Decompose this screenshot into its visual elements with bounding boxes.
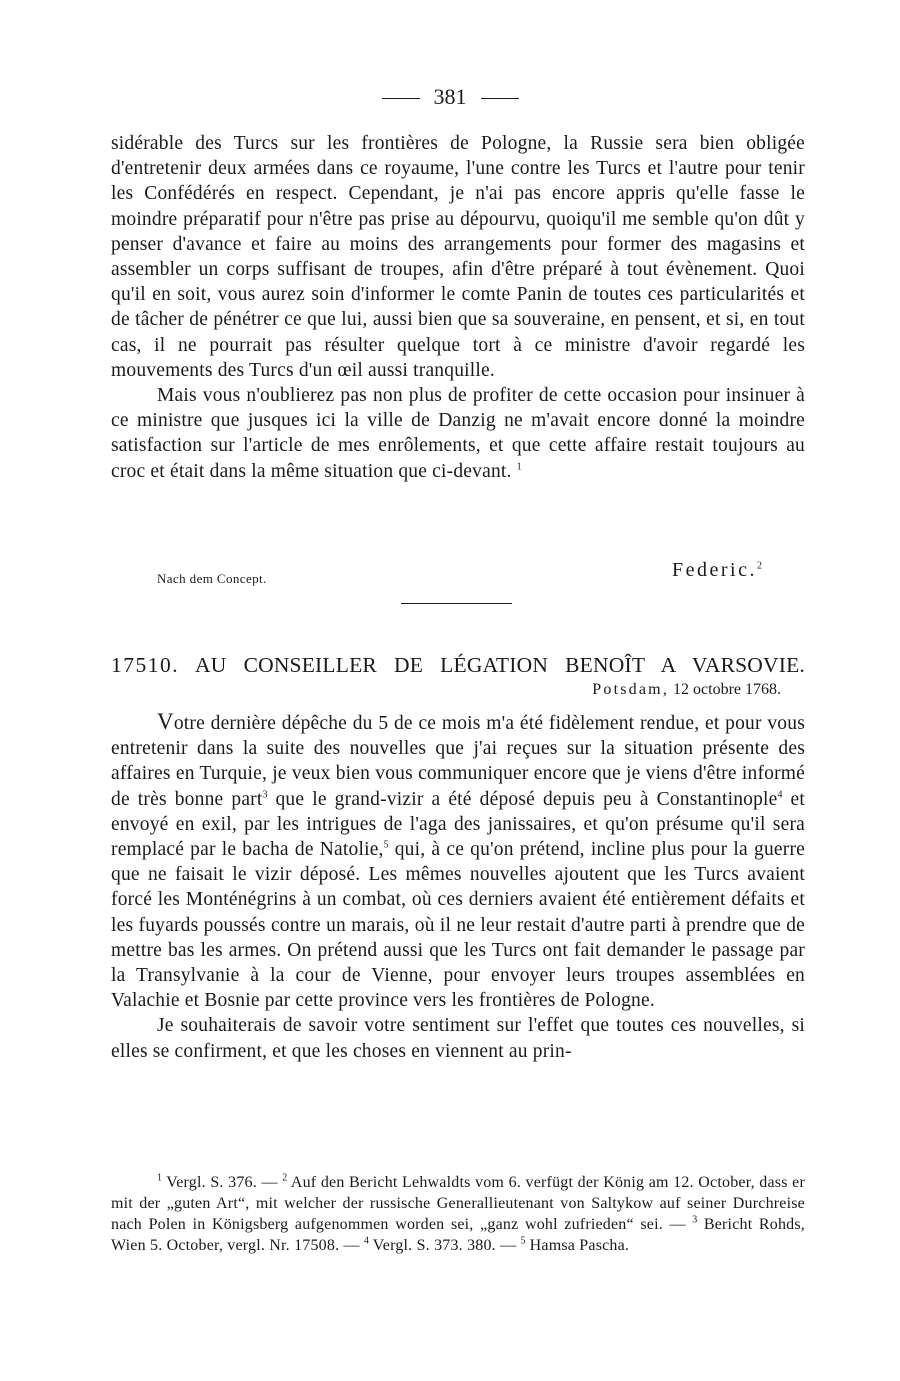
footnote-ref: 4 — [777, 789, 783, 801]
letter-place: Potsdam, — [592, 681, 670, 698]
footnote-mark: 4 — [363, 1235, 369, 1247]
header-rule-left — [382, 98, 420, 99]
footnote-text: Auf den Bericht Lehwaldts vom 6. verfügt der König am 12. October, dass er mit der „guten Art“, mit welcher der russische Generallieutenant von Saltykow auf seiner Durchreise nach Polen in Königsberg aufgenommen worden sei, „ganz wohl zufrieden“ sei. — — [111, 1174, 806, 1233]
paragraph: sidérable des Turcs sur les frontières de Pologne, la Russie sera bien obligée d'entretenir deux armées dans ce royaume, l'une contre les Turcs et l'autre pour tenir les Confédérés en respect. Cependant, je n'ai pas encore appris qu'elle fasse le moindre préparatif pour n'être pas prise au dépourvu, quoiqu'il me semble qu'on dût y penser d'avance et faire au moins des arrangements pour former des magasins et assembler un corps suffisant de troupes, afin d'être préparé à tout évènement. Quoi qu'il en soit, vous aurez soin d'informer le comte Panin de toutes ces particularités et de tâcher de pénétrer ce que lui, aussi bien que sa souveraine, en pensent, et si, en tout cas, il ne pourrait pas résulter quelque tort à ce ministre d'avoir regardé les mouvements des Turcs d'un œil aussi tranquille. — [111, 133, 805, 381]
signature — [672, 559, 762, 582]
page-number: 381 — [433, 84, 467, 109]
footnote-mark: 3 — [692, 1214, 698, 1226]
footnote-list — [111, 1172, 805, 1256]
letter-heading — [111, 651, 805, 679]
footnote-ref: 2 — [756, 560, 762, 572]
paragraph-text: Mais vous n'oublierez pas non plus de profiter de cette occasion pour insinuer à ce ministre que jusques ici la ville de Danzig ne m'avait encore donné la moindre satisfaction sur l'article de mes enrôlements, et que cette affaire restait toujours au croc et était dans la même situation que ci-devant. — [111, 385, 805, 482]
paragraph — [111, 383, 805, 484]
source-note: Nach dem Concept. — [157, 571, 267, 586]
letter-number: 17510. — [111, 653, 180, 677]
paragraph — [111, 709, 805, 1013]
paragraph-text: qui, à ce qu'on prétend, incline plus pour la guerre que ne faisait le vizir déposé. Les mêmes nouvelles ajoutent que les Turcs avaient forcé les Monténégrins à un combat, où ces derniers avaient été entièrement défaits et les fuyards poussés contre un marais, où il ne leur restait d'autre parti à prendre que de mettre bas les armes. On prétend aussi que les Turcs ont fait demander le passage par la Transylvanie à la cour de Vienne, pour envoyer leurs troupes assemblées en Valachie et Bosnie par cette province vers les frontières de Pologne. — [111, 839, 805, 1012]
footnote-text: Vergl. S. 373. 380. — — [368, 1237, 521, 1254]
paragraph-text: que le grand-vizir a été déposé depuis peu à Constantinople — [267, 788, 778, 810]
signature-text: Federic. — [672, 559, 757, 581]
paragraph-text: et envoyé en exil, par les intrigues de l'aga des janissaires, et qu'on présume qu'il sera remplacé par le bacha de Natolie, — [111, 788, 805, 861]
footnotes — [111, 1172, 805, 1256]
letter-body — [111, 709, 805, 1064]
footnote-text: Hamsa Pascha. — [525, 1237, 630, 1254]
letter-title: AU CONSEILLER DE LÉGATION BENOÎT A VARSOVIE. — [195, 653, 805, 677]
initial-letter: V — [157, 709, 174, 734]
footnote-ref: 1 — [516, 461, 522, 473]
footnote-ref: 3 — [262, 789, 268, 801]
paragraph: Je souhaiterais de savoir votre sentiment sur l'effet que toutes ces nouvelles, si elles se confirment, et que les choses en viennent au prin- — [111, 1015, 805, 1062]
footnote-ref: 5 — [383, 839, 389, 851]
letter-date: 12 octobre 1768. — [673, 681, 781, 698]
footnote-mark: 2 — [282, 1172, 288, 1184]
footnote-mark: 1 — [157, 1172, 162, 1184]
footnote-mark: 5 — [520, 1235, 526, 1247]
footnote-text: Bericht Rohds, Wien 5. October, vergl. Nr. 17508. — — [111, 1216, 805, 1254]
letter-dateline — [111, 681, 781, 699]
paragraph-text: otre dernière dépêche du 5 de ce mois m'a été fidèlement rendue, et pour vous entretenir dans la suite des nouvelles que j'ai reçues sur la situation présente des affaires en Turquie, je veux bien vous communiquer encore que je viens d'être informé de très bonne part — [111, 713, 805, 810]
section-divider — [401, 603, 512, 604]
continued-letter-body — [111, 131, 805, 484]
page-header — [0, 84, 900, 110]
header-rule-right — [481, 98, 519, 99]
footnote-text: Vergl. S. 376. — — [162, 1174, 283, 1191]
